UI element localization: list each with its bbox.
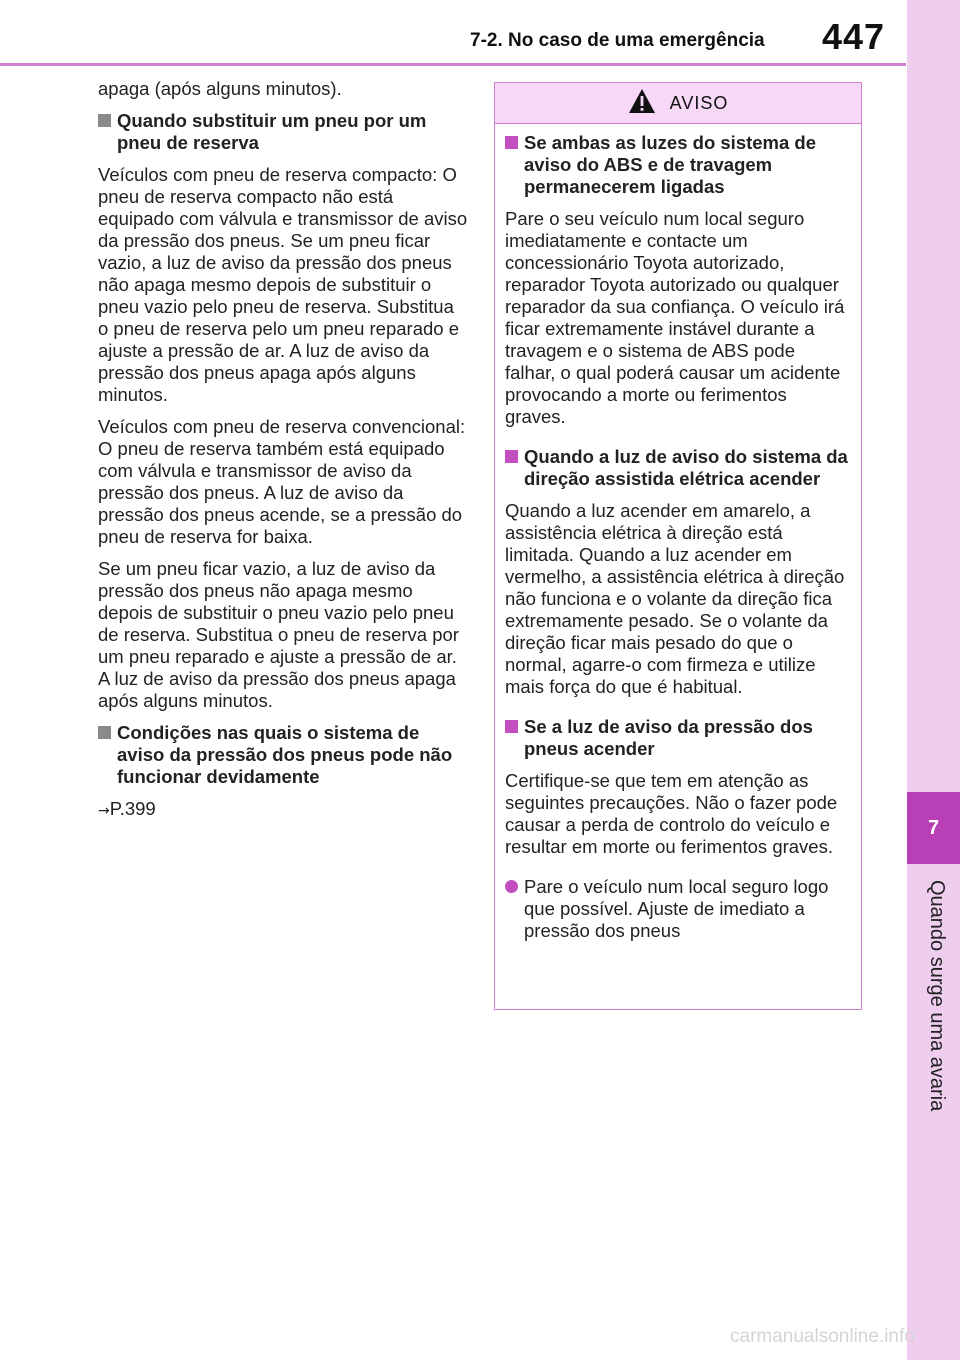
warning-box: [494, 82, 862, 1010]
section-heading-spare-tire: [98, 110, 468, 154]
paragraph-compact-spare: Veículos com pneu de reserva compacto: O pneu de reserva compacto não está equipado com válvula e transmissor de aviso da pressão dos pneus. Se um pneu ficar vazio, a luz de aviso da pressão dos pneus não apaga mesmo depois de substituir o pneu vazio pelo pneu de reserva. Substitua o pneu de reserva pelo um pneu reparado e ajuste a pressão de ar. A luz de aviso da pressão dos pneus apaga após alguns minutos.: [98, 164, 468, 405]
heading-text: Quando substituir um pneu por um pneu de reserva: [117, 110, 427, 153]
chapter-side-tab: [907, 0, 960, 1360]
square-bullet-icon: [505, 136, 518, 149]
heading-text: Condições nas quais o sistema de aviso da pressão dos pneus pode não funcionar devidamente: [117, 722, 453, 787]
heading-text: Se ambas as luzes do sistema de aviso do ABS e de travagem permanecerem ligadas: [524, 132, 817, 197]
warning-bullet-item: [505, 876, 849, 942]
square-bullet-icon: [505, 720, 518, 733]
warning-heading-abs: [505, 132, 849, 198]
warning-body: [495, 124, 861, 942]
section-title: 7-2. No caso de uma emergência: [470, 30, 765, 51]
page-number: 447: [822, 16, 886, 57]
left-column: [98, 78, 468, 832]
header-divider: [0, 63, 906, 66]
section-heading-conditions: [98, 722, 468, 788]
warning-heading-tire-pressure: [505, 716, 849, 760]
warning-header: [495, 83, 861, 124]
circle-bullet-icon: [505, 880, 518, 893]
warning-triangle-icon: [628, 88, 656, 119]
intro-text: apaga (após alguns minutos).: [98, 78, 342, 99]
heading-text: Quando a luz de aviso do sistema da direção assistida elétrica acender: [524, 446, 848, 489]
bullet-text: Pare o veículo num local seguro logo que possível. Ajuste de imediato a pressão dos pneus: [524, 876, 829, 941]
warning-text-steering: Quando a luz acender em amarelo, a assistência elétrica à direção está limitada. Quando a luz acender em vermelho, a assistência elétrica à direção não funciona e o volante da direção fica extremamente pesado. Se o volante da direção ficar mais pesado do que o normal, agarre-o com firmeza e utilize mais força do que é habitual.: [505, 500, 845, 697]
warning-heading-steering: [505, 446, 849, 490]
reference-text: P.399: [109, 798, 156, 819]
warning-label: AVISO: [669, 92, 729, 113]
chapter-title: Quando surge uma avaria: [926, 880, 948, 1112]
watermark: carmanualsonline.info: [730, 1326, 915, 1347]
chapter-number: 7: [927, 816, 940, 839]
square-bullet-icon: [505, 450, 518, 463]
arrow-right-icon: →: [98, 803, 110, 819]
square-bullet-icon: [98, 726, 111, 739]
paragraph-conventional-spare: Veículos com pneu de reserva convencional: O pneu de reserva também está equipado com válvula e transmissor de aviso da pressão dos pneus. A luz de aviso da pressão dos pneus acende, se a pressão do pneu de reserva for baixa.: [98, 416, 466, 547]
heading-text: Se a luz de aviso da pressão dos pneus acender: [524, 716, 813, 759]
page-reference-link[interactable]: [98, 798, 468, 822]
warning-text-tire-pressure: Certifique-se que tem em atenção as seguintes precauções. Não o fazer pode causar a perda de controlo do veículo e resultar em morte ou ferimentos graves.: [505, 770, 838, 857]
paragraph-flat-tire: Se um pneu ficar vazio, a luz de aviso da pressão dos pneus não apaga mesmo depois de substituir o pneu vazio pelo pneu de reserva. Substitua o pneu de reserva por um pneu reparado e ajuste a pressão de ar. A luz de aviso da pressão dos pneus apaga após alguns minutos.: [98, 558, 459, 711]
square-bullet-icon: [98, 114, 111, 127]
warning-text-abs: Pare o seu veículo num local seguro imediatamente e contacte um concessionário Toyota autorizado, reparador Toyota autorizado ou qualquer reparador da sua confiança. O veículo irá ficar extremamente instável durante a travagem e o sistema de ABS pode falhar, o qual poderá causar um acidente provocando a morte ou ferimentos graves.: [505, 208, 845, 427]
chapter-number-badge: [907, 792, 960, 864]
